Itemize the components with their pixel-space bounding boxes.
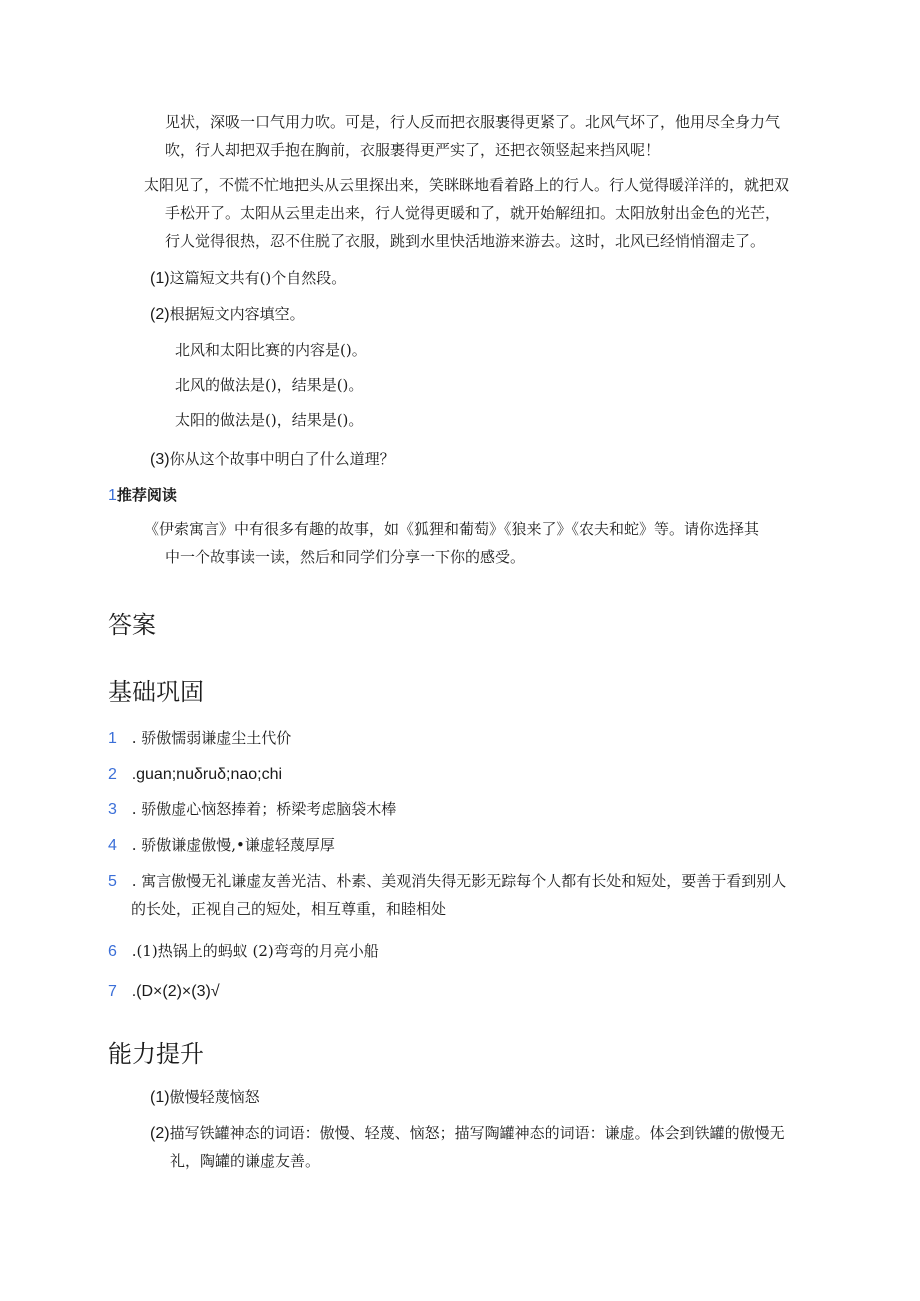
ability-text: 傲慢轻蔑恼怒 bbox=[169, 1088, 260, 1106]
question-text: 你从这个故事中明白了什么道理？ bbox=[169, 450, 395, 468]
answer-number: 4 bbox=[108, 837, 117, 854]
answer-item bbox=[108, 835, 335, 856]
question-text: 根据短文内容填空。 bbox=[169, 305, 305, 323]
section-title: 推荐阅读 bbox=[116, 487, 177, 504]
answer-text: . 骄傲虚心恼怒捧着；桥梁考虑脑袋木棒 bbox=[131, 800, 397, 818]
story-line: 行人觉得很热，忍不住脱了衣服，跳到水里快活地游来游去。这时，北风已经悄悄溜走了。 bbox=[165, 232, 766, 250]
question-number: (2) bbox=[150, 306, 170, 323]
question-1 bbox=[150, 268, 346, 289]
ability-heading: 能力提升 bbox=[108, 1040, 204, 1068]
answer-text: . 寓言傲慢无礼谦虚友善光洁、朴素、美观消失得无影无踪每个人都有长处和短处，要善于看到别人 bbox=[131, 872, 787, 890]
answer-text: .(1)热锅上的蚂蚁 (2)弯弯的月亮小船 bbox=[131, 942, 379, 960]
story-line: 手松开了。太阳从云里走出来，行人觉得更暖和了，就开始解纽扣。太阳放射出金色的光芒， bbox=[165, 204, 781, 222]
story-line: 见状，深吸一口气用力吹。可是，行人反而把衣服裹得更紧了。北风气坏了，他用尽全身力气 bbox=[165, 113, 781, 131]
question-text: 这篇短文共有()个自然段。 bbox=[169, 269, 347, 287]
answer-text: .guan;nuδruδ;nao;chi bbox=[131, 766, 283, 783]
answer-item bbox=[108, 871, 786, 892]
answer-number: 7 bbox=[108, 983, 117, 1000]
ability-answer-1 bbox=[150, 1087, 260, 1108]
recommend-line: 中一个故事读一读，然后和同学们分享一下你的感受。 bbox=[165, 548, 526, 566]
story-line: 吹，行人却把双手抱在胸前，衣服裹得更严实了，还把衣领竖起来挡风呢！ bbox=[165, 141, 661, 159]
question-2-blank-c: 太阳的做法是()，结果是()。 bbox=[175, 411, 364, 429]
answer-text-continued: 的长处，正视自己的短处，相互尊重，和睦相处 bbox=[131, 900, 447, 918]
ability-number: (2) bbox=[150, 1125, 170, 1142]
story-line: 太阳见了，不慌不忙地把头从云里探出来，笑眯眯地看着路上的行人。行人觉得暖洋洋的，就把双 bbox=[144, 176, 790, 194]
basic-heading: 基础巩固 bbox=[108, 678, 204, 706]
question-2 bbox=[150, 304, 305, 325]
answer-item bbox=[108, 728, 291, 749]
answer-text: .(D×(2)×(3)√ bbox=[131, 983, 220, 1000]
ability-number: (1) bbox=[150, 1089, 170, 1106]
question-2-blank-a: 北风和太阳比赛的内容是()。 bbox=[175, 341, 367, 359]
question-number: (3) bbox=[150, 451, 170, 468]
question-number: (1) bbox=[150, 270, 170, 287]
question-3 bbox=[150, 449, 395, 470]
answer-number: 6 bbox=[108, 943, 117, 960]
recommend-line: 《伊索寓言》中有很多有趣的故事，如《狐狸和葡萄》《狼来了》《农夫和蛇》等。请你选择其 bbox=[144, 520, 760, 538]
ability-answer-2 bbox=[150, 1123, 785, 1144]
answers-heading: 答案 bbox=[108, 611, 156, 639]
section-number: 1 bbox=[108, 487, 117, 504]
answer-number: 1 bbox=[108, 730, 117, 747]
recommend-heading bbox=[108, 485, 177, 506]
answer-item bbox=[108, 764, 282, 785]
answer-number: 2 bbox=[108, 766, 117, 783]
answer-item bbox=[108, 799, 396, 820]
ability-answer-2-continued: 礼，陶罐的谦虚友善。 bbox=[170, 1152, 321, 1170]
answer-item bbox=[108, 941, 379, 962]
answer-number: 5 bbox=[108, 873, 117, 890]
answer-number: 3 bbox=[108, 801, 117, 818]
ability-text: 描写铁罐神态的词语：傲慢、轻蔑、恼怒；描写陶罐神态的词语：谦虚。体会到铁罐的傲慢无 bbox=[169, 1124, 785, 1142]
answer-item bbox=[108, 981, 220, 1002]
answer-text: . 骄傲谦虚傲慢,•谦虚轻蔑厚厚 bbox=[131, 836, 335, 854]
answer-text: . 骄傲懦弱谦虚尘土代价 bbox=[131, 729, 292, 747]
question-2-blank-b: 北风的做法是()，结果是()。 bbox=[175, 376, 364, 394]
